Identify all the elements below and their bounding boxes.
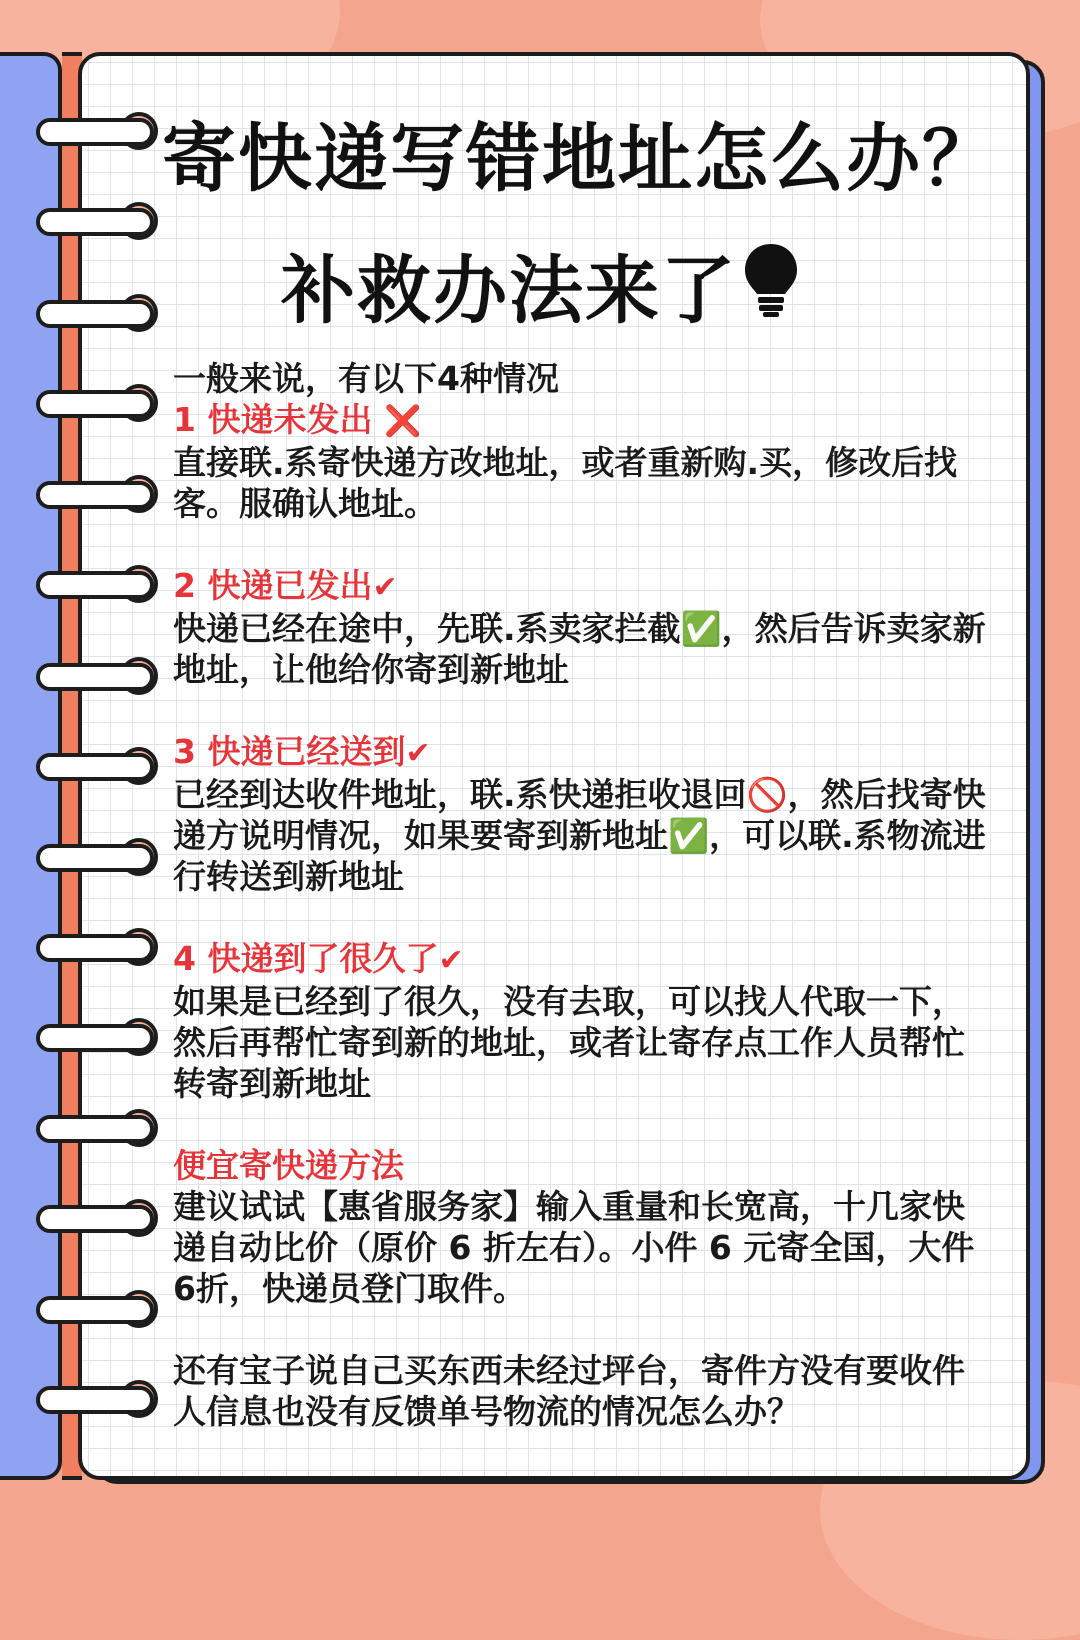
case-heading <box>173 565 1008 608</box>
tip-line: 递自动比价（原价 6 折左右）。小件 6 元寄全国，大件 <box>173 1228 975 1267</box>
case-heading <box>173 731 1008 774</box>
spiral-ring <box>36 1378 160 1424</box>
case-heading-text: 3 快递已经送到 <box>173 732 406 771</box>
page-title: 寄快递写错地址怎么办？ <box>162 116 998 202</box>
spiral-ring <box>36 382 160 428</box>
spiral-ring <box>36 926 160 972</box>
spiral-ring <box>36 1016 160 1062</box>
case-line: 客。服确认地址。 <box>173 484 437 523</box>
case-heading <box>173 938 1008 981</box>
case-line: 如果是已经到了很久，没有去取，可以找人代取一下， <box>173 982 965 1021</box>
check-mark-icon: ✔ <box>405 736 431 771</box>
closing-line: 还有宝子说自己买东西未经过坪台，寄件方没有要收件 <box>173 1351 965 1390</box>
case-2 <box>173 565 1008 690</box>
tip-line: 建议试试【惠省服务家】输入重量和长宽高，十几家快 <box>173 1187 965 1226</box>
case-line: 递方说明情况，如果要寄到新地址✅，可以联.系物流进 <box>173 816 986 855</box>
ring-wire <box>36 934 154 962</box>
case-line: 行转送到新地址 <box>173 857 404 896</box>
tip-line: 6折，快递员登门取件。 <box>173 1269 526 1308</box>
ring-wire <box>36 481 154 509</box>
check-mark-icon: ✔ <box>438 943 464 978</box>
article-body <box>173 358 1008 1432</box>
case-line: 快递已经在途中，先联.系卖家拦截✅，然后告诉卖家新 <box>173 609 986 648</box>
intro-text: 一般来说，有以下4种情况 <box>173 359 559 398</box>
ring-wire <box>36 1115 154 1143</box>
case-line: 已经到达收件地址，联.系快递拒收退回🚫，然后找寄快 <box>173 775 986 814</box>
ring-wire <box>36 1296 154 1324</box>
check-mark-icon: ✔ <box>372 570 398 605</box>
case-heading-text: 2 快递已发出 <box>173 566 373 605</box>
ring-wire <box>36 1024 154 1052</box>
ring-wire <box>36 1386 154 1414</box>
ring-wire <box>36 753 154 781</box>
closing-line: 人信息也没有反馈单号物流的情况怎么办？ <box>173 1392 800 1431</box>
spiral-ring <box>36 745 160 791</box>
case-heading-text: 1 快递未发出 <box>173 400 373 439</box>
spiral-ring <box>36 655 160 701</box>
case-heading <box>173 399 1008 442</box>
page-subtitle <box>40 242 1040 334</box>
spiral-ring <box>36 1197 160 1243</box>
spiral-ring <box>36 473 160 519</box>
spiral-ring <box>36 563 160 609</box>
spiral-ring <box>36 1107 160 1153</box>
case-line: 地址，让他给你寄到新地址 <box>173 650 569 689</box>
ring-wire <box>36 1205 154 1233</box>
tip-heading: 便宜寄快递方法 <box>173 1146 404 1185</box>
ring-wire <box>36 208 154 236</box>
tip-section <box>173 1145 1008 1309</box>
case-4 <box>173 938 1008 1104</box>
ring-wire <box>36 571 154 599</box>
closing-section <box>173 1350 1008 1432</box>
page-subtitle-text: 补救办法来了 <box>281 248 737 334</box>
case-line: 然后再帮忙寄到新的地址，或者让寄存点工作人员帮忙 <box>173 1023 965 1062</box>
ring-wire <box>36 663 154 691</box>
spiral-ring <box>36 200 160 246</box>
case-line: 直接联.系寄快递方改地址，或者重新购.买，修改后找 <box>173 443 958 482</box>
case-heading-text: 4 快递到了很久了 <box>173 939 439 978</box>
spiral-ring <box>36 836 160 882</box>
ring-wire <box>36 390 154 418</box>
case-line: 转寄到新地址 <box>173 1064 371 1103</box>
case-1 <box>173 399 1008 524</box>
spiral-ring <box>36 1288 160 1334</box>
case-3 <box>173 731 1008 897</box>
cross-mark-icon: ❌ <box>383 404 422 439</box>
ring-wire <box>36 844 154 872</box>
lightbulb-icon <box>743 242 799 330</box>
